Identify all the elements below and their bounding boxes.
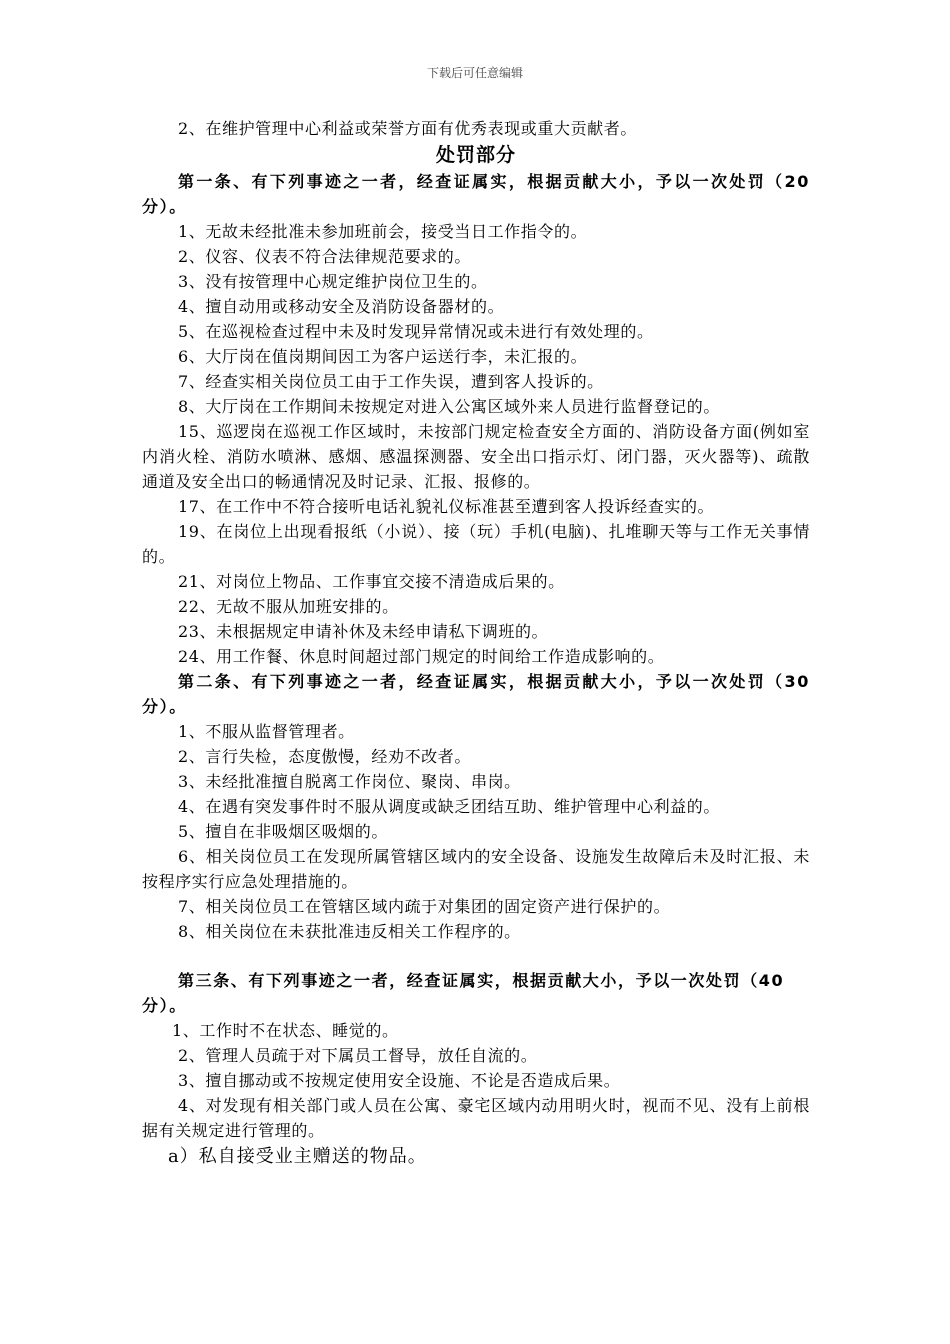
article-3-item: 3、擅自挪动或不按规定使用安全设施、不论是否造成后果。 [178, 1071, 621, 1090]
article-3-item: 2、管理人员疏于对下属员工督导，放任自流的。 [178, 1046, 538, 1065]
article-1-item: 2、仪容、仪表不符合法律规范要求的。 [178, 247, 471, 266]
article-2-item: 6、相关岗位员工在发现所属管辖区域内的安全设备、设施发生故障后未及时汇报、未按程序实行应急处理措施的。 [142, 847, 810, 891]
article-1-item: 17、在工作中不符合接听电话礼貌礼仪标准甚至遭到客人投诉经查实的。 [178, 497, 715, 516]
article-2-item: 1、不服从监督管理者。 [178, 722, 355, 741]
section-title: 处罚部分 [435, 144, 516, 166]
article-2-item: 2、言行失检，态度傲慢，经劝不改者。 [178, 747, 471, 766]
article-1-item: 21、对岗位上物品、工作事宜交接不清造成后果的。 [178, 572, 565, 591]
article-1-item: 4、擅自动用或移动安全及消防设备器材的。 [178, 297, 505, 316]
article-1-item: 1、无故未经批准未参加班前会，接受当日工作指令的。 [178, 222, 588, 241]
article-1-item: 6、大厅岗在值岗期间因工为客户运送行李，未汇报的。 [178, 347, 588, 366]
article-1-item: 19、在岗位上出现看报纸（小说）、接（玩）手机(电脑)、扎堆聊天等与工作无关事情的。 [142, 522, 810, 566]
document-body [142, 116, 810, 1171]
article-1-item: 3、没有按管理中心规定维护岗位卫生的。 [178, 272, 488, 291]
article-3-heading: 第三条、有下列事迹之一者，经查证属实，根据贡献大小，予以一次处罚（40 [178, 971, 785, 990]
spacer [142, 944, 810, 968]
article-1-heading: 第一条、有下列事迹之一者，经查证属实，根据贡献大小，予以一次处罚（20分）。 [142, 172, 810, 216]
article-1-item: 5、在巡视检查过程中未及时发现异常情况或未进行有效处理的。 [178, 322, 654, 341]
article-3-item: 4、对发现有相关部门或人员在公寓、豪宅区域内动用明火时，视而不见、没有上前根据有关规定进行管理的。 [142, 1096, 810, 1140]
article-1-item: 15、巡逻岗在巡视工作区域时，未按部门规定检查安全方面的、消防设备方面(例如室内消火栓、消防水喷淋、感烟、感温探测器、安全出口指示灯、闭门器，灭火器等)、疏散通道及安全出口的畅通情况及时记录、汇报、报修的。 [142, 422, 810, 491]
article-2-heading: 第二条、有下列事迹之一者，经查证属实，根据贡献大小，予以一次处罚（30分）。 [142, 672, 810, 716]
article-1-item: 24、用工作餐、休息时间超过部门规定的时间给工作造成影响的。 [178, 647, 665, 666]
article-2-item: 8、相关岗位在未获批准违反相关工作程序的。 [178, 922, 521, 941]
article-3-item: 1、工作时不在状态、睡觉的。 [172, 1021, 399, 1040]
intro-item: 2、在维护管理中心利益或荣誉方面有优秀表现或重大贡献者。 [178, 119, 637, 138]
article-1-item: 22、无故不服从加班安排的。 [178, 597, 399, 616]
page-header-note: 下载后可任意编辑 [426, 66, 523, 80]
article-2-item: 5、擅自在非吸烟区吸烟的。 [178, 822, 388, 841]
article-1-item: 7、经查实相关岗位员工由于工作失误，遭到客人投诉的。 [178, 372, 604, 391]
note-item-a: a）私自接受业主赠送的物品。 [168, 1146, 427, 1167]
article-2-item: 3、未经批准擅自脱离工作岗位、聚岗、串岗。 [178, 772, 521, 791]
article-2-item: 7、相关岗位员工在管辖区域内疏于对集团的固定资产进行保护的。 [178, 897, 671, 916]
article-3-heading-cont: 分）。 [142, 996, 187, 1015]
article-1-item: 23、未根据规定申请补休及未经申请私下调班的。 [178, 622, 549, 641]
article-2-item: 4、在遇有突发事件时不服从调度或缺乏团结互助、维护管理中心利益的。 [178, 797, 720, 816]
article-1-item: 8、大厅岗在工作期间未按规定对进入公寓区域外来人员进行监督登记的。 [178, 397, 720, 416]
